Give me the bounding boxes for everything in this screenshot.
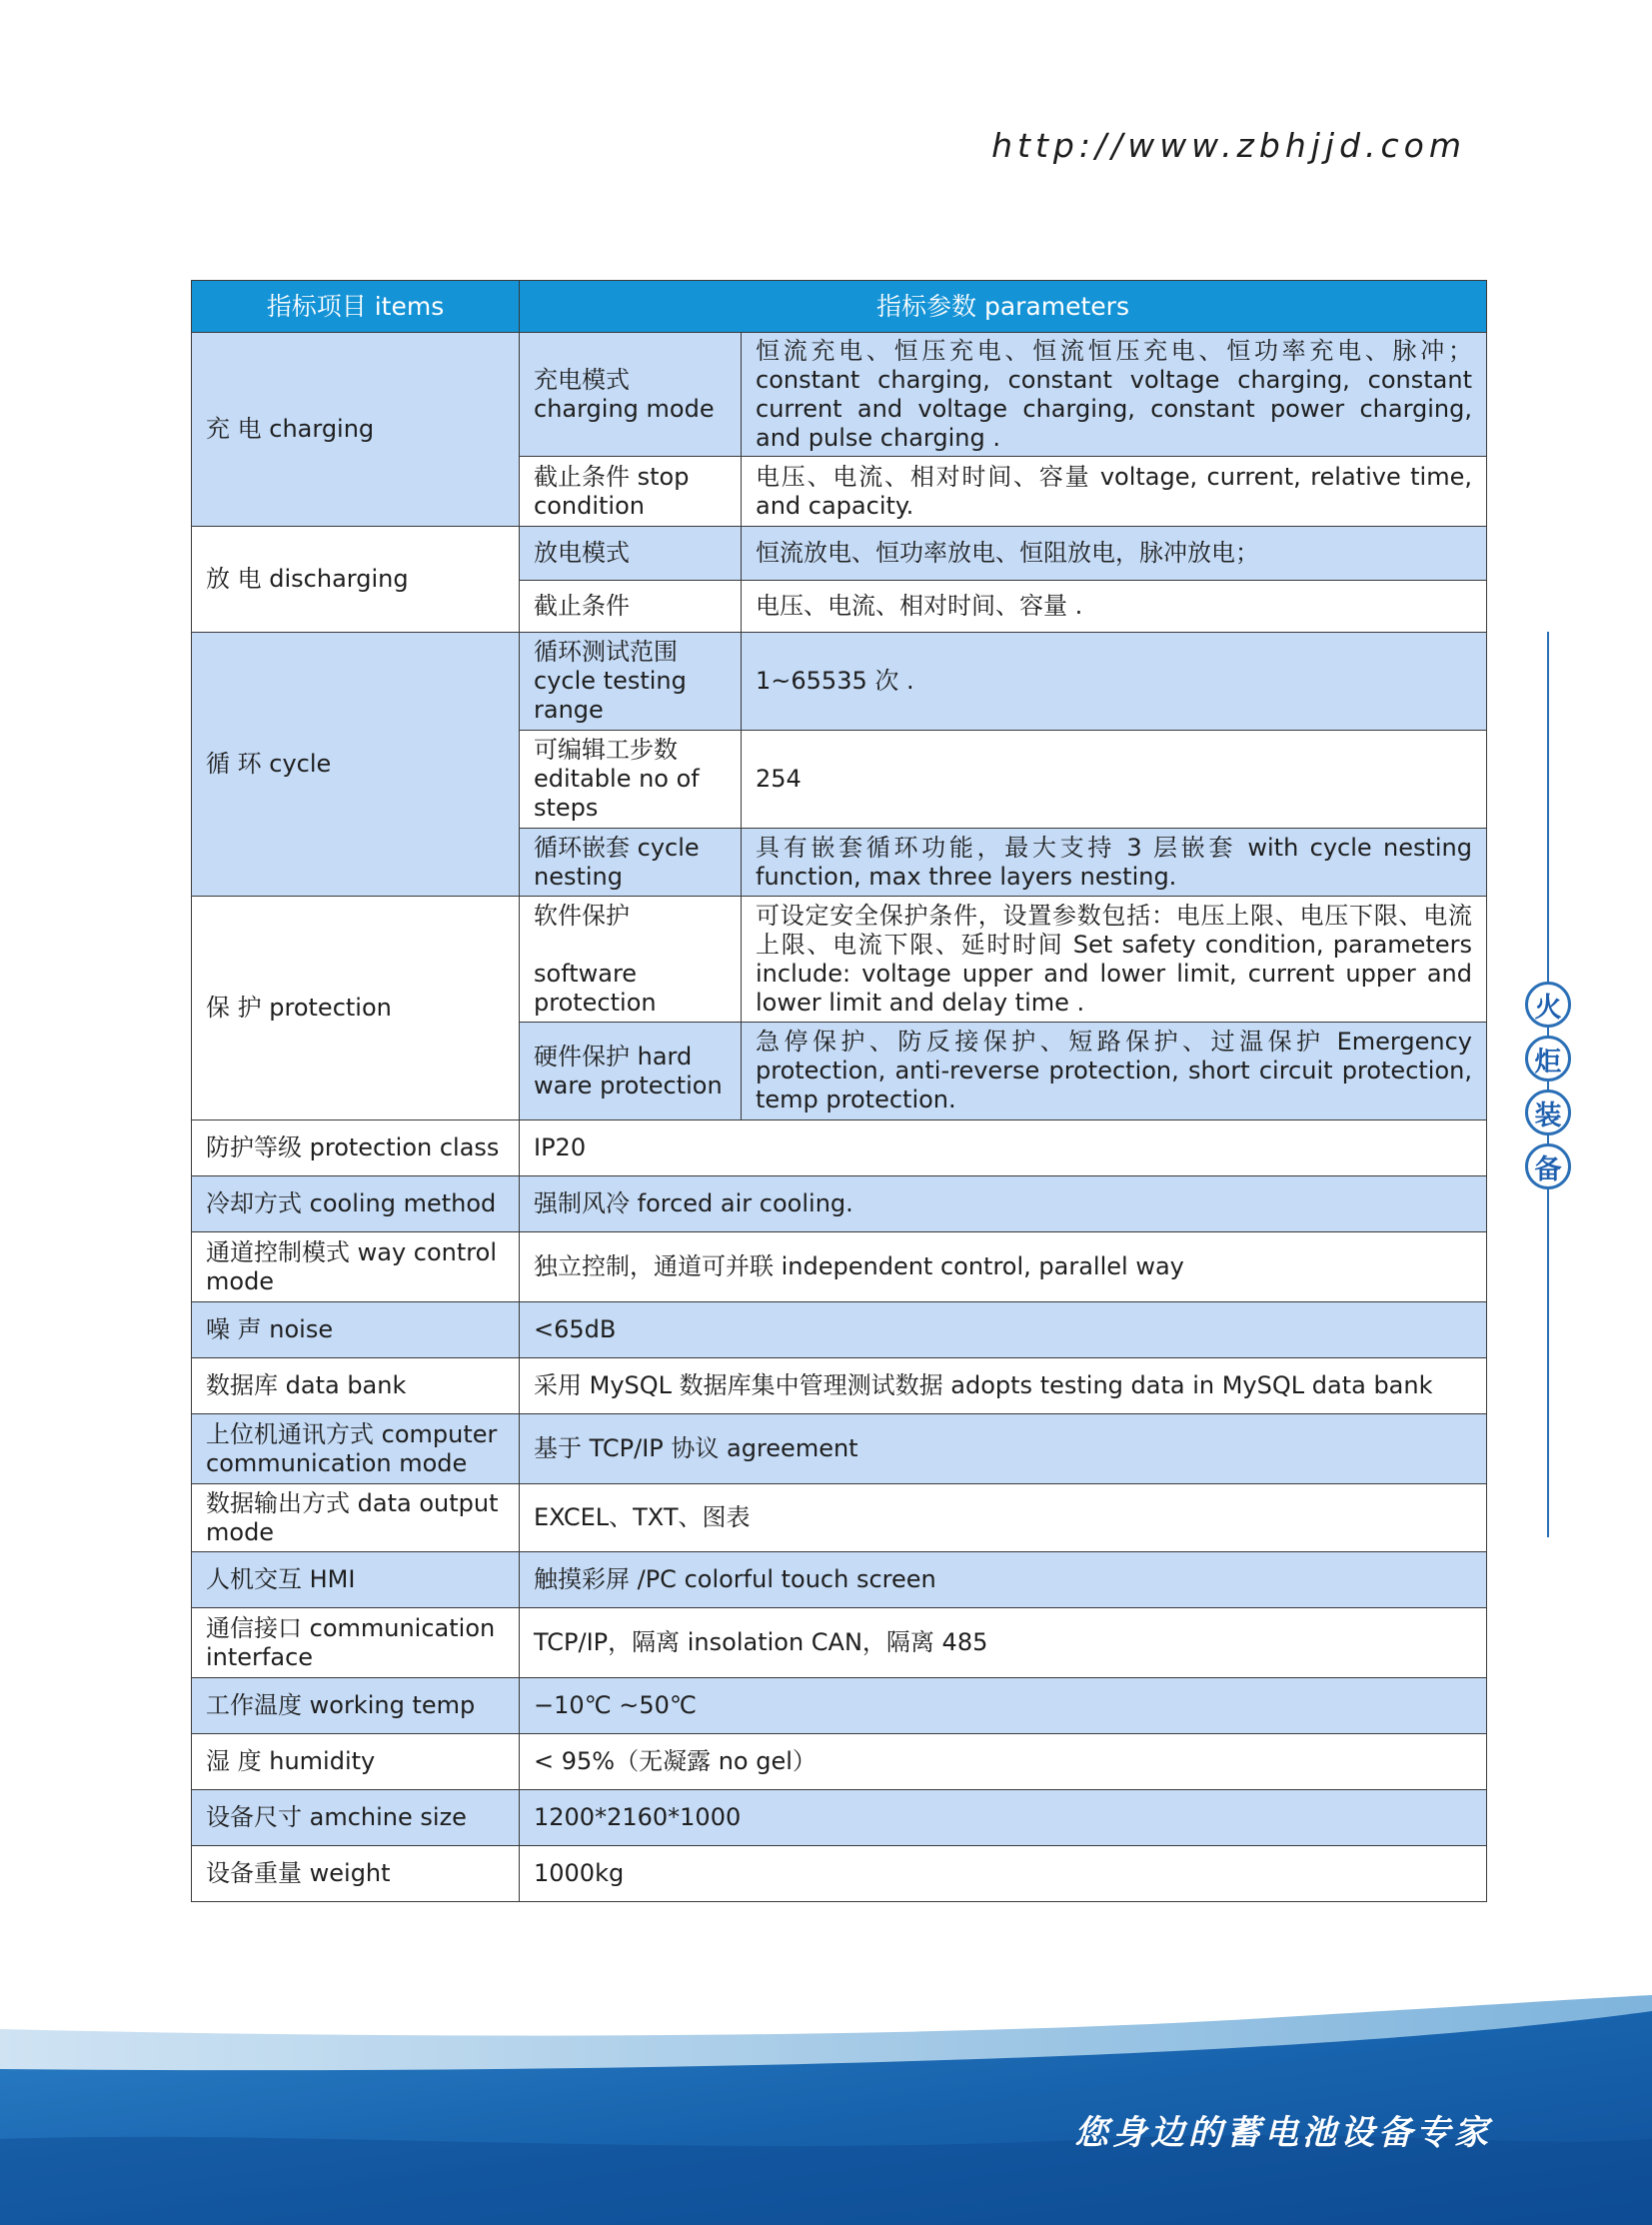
table-row (192, 527, 1487, 581)
sub-label: 可编辑工步数 editable no of steps (520, 731, 742, 829)
sub-value: 电压、电流、相对时间、容量 . (742, 581, 1487, 633)
sub-value: 具有嵌套循环功能，最大支持 3 层嵌套 with cycle nesting function, max three layers nesting. (742, 829, 1487, 897)
table-header-row (192, 281, 1487, 333)
row-value: 采用 MySQL 数据库集中管理测试数据 adopts testing data in MySQL data bank (520, 1358, 1487, 1414)
sub-label: 硬件保护 hard ware protection (520, 1023, 742, 1120)
spec-table (191, 280, 1487, 1902)
row-label: 上位机通讯方式 computer communication mode (192, 1414, 520, 1484)
sub-value: 1~65535 次 . (742, 633, 1487, 731)
row-value: <65dB (520, 1302, 1487, 1358)
table-row (192, 897, 1487, 1023)
row-value: 基于 TCP/IP 协议 agreement (520, 1414, 1487, 1484)
website-url: http://www.zbhjjd.com (991, 126, 1466, 165)
row-label: 数据库 data bank (192, 1358, 520, 1414)
sub-value: 恒流充电、恒压充电、恒流恒压充电、恒功率充电、脉冲；constant charging, constant voltage charging, constant current and voltage charging, constant power charging, and pulse charging . (742, 333, 1487, 457)
row-value: 1200*2160*1000 (520, 1790, 1487, 1846)
col-header-items: 指标项目 items (192, 281, 520, 333)
group-label-cycle: 循 环 cycle (192, 633, 520, 897)
software-protection-cn: 软件保护 (534, 901, 630, 930)
sub-label: 截止条件 stop condition (520, 457, 742, 527)
sub-label (520, 897, 742, 1023)
brand-char-badge: 炬 (1525, 1036, 1571, 1082)
table-row (192, 1120, 1487, 1176)
sub-value: 急停保护、防反接保护、短路保护、过温保护 Emergency protection, anti-reverse protection, short circuit protection, temp protection. (742, 1023, 1487, 1120)
row-label: 通道控制模式 way control mode (192, 1232, 520, 1302)
table-row (192, 1484, 1487, 1552)
sub-label: 放电模式 (520, 527, 742, 581)
group-label-discharging: 放 电 discharging (192, 527, 520, 633)
row-label: 人机交互 HMI (192, 1552, 520, 1608)
row-label: 通信接口 communication interface (192, 1608, 520, 1678)
row-value: TCP/IP，隔离 insolation CAN，隔离 485 (520, 1608, 1487, 1678)
table-row (192, 1358, 1487, 1414)
row-label: 工作温度 working temp (192, 1678, 520, 1734)
row-value: < 95%（无凝露 no gel） (520, 1734, 1487, 1790)
row-value: 触摸彩屏 /PC colorful touch screen (520, 1552, 1487, 1608)
table-row (192, 1552, 1487, 1608)
table-row (192, 1176, 1487, 1232)
row-value: EXCEL、TXT、图表 (520, 1484, 1487, 1552)
row-label: 湿 度 humidity (192, 1734, 520, 1790)
table-row (192, 1302, 1487, 1358)
brand-char-badge: 装 (1525, 1090, 1571, 1135)
brand-char-badge: 备 (1525, 1143, 1571, 1189)
sub-label: 循环嵌套 cycle nesting (520, 829, 742, 897)
sub-label: 充电模式 charging mode (520, 333, 742, 457)
row-value: IP20 (520, 1120, 1487, 1176)
table-row (192, 1608, 1487, 1678)
table-row (192, 633, 1487, 731)
sub-value: 电压、电流、相对时间、容量 voltage, current, relative time, and capacity. (742, 457, 1487, 527)
brand-char-badge: 火 (1525, 982, 1571, 1028)
row-value: 独立控制，通道可并联 independent control, parallel way (520, 1232, 1487, 1302)
table-row (192, 1232, 1487, 1302)
table-row (192, 1678, 1487, 1734)
row-value: 1000kg (520, 1846, 1487, 1902)
sub-value: 可设定安全保护条件，设置参数包括：电压上限、电压下限、电流上限、电流下限、延时时间 Set safety condition, parameters include: voltage upper and lower limit, current upper and lower limit and delay time . (742, 897, 1487, 1023)
row-label: 冷却方式 cooling method (192, 1176, 520, 1232)
table-row (192, 1414, 1487, 1484)
row-label: 防护等级 protection class (192, 1120, 520, 1176)
footer-slogan: 您身边的蓄电池设备专家 (1074, 2113, 1492, 2153)
table-row (192, 333, 1487, 457)
sub-value: 254 (742, 731, 1487, 829)
group-label-charging: 充 电 charging (192, 333, 520, 527)
row-value: −10℃ ~50℃ (520, 1678, 1487, 1734)
row-label: 数据输出方式 data output mode (192, 1484, 520, 1552)
row-value: 强制风冷 forced air cooling. (520, 1176, 1487, 1232)
row-label: 设备重量 weight (192, 1846, 520, 1902)
software-protection-en: software protection (534, 959, 657, 1017)
table-row (192, 1846, 1487, 1902)
side-brand-badges (1525, 982, 1571, 1197)
table-row (192, 1790, 1487, 1846)
row-label: 噪 声 noise (192, 1302, 520, 1358)
sub-value: 恒流放电、恒功率放电、恒阻放电，脉冲放电； (742, 527, 1487, 581)
sub-label: 截止条件 (520, 581, 742, 633)
group-label-protection: 保 护 protection (192, 897, 520, 1120)
col-header-parameters: 指标参数 parameters (520, 281, 1487, 333)
sub-label: 循环测试范围 cycle testing range (520, 633, 742, 731)
table-row (192, 1734, 1487, 1790)
row-label: 设备尺寸 amchine size (192, 1790, 520, 1846)
